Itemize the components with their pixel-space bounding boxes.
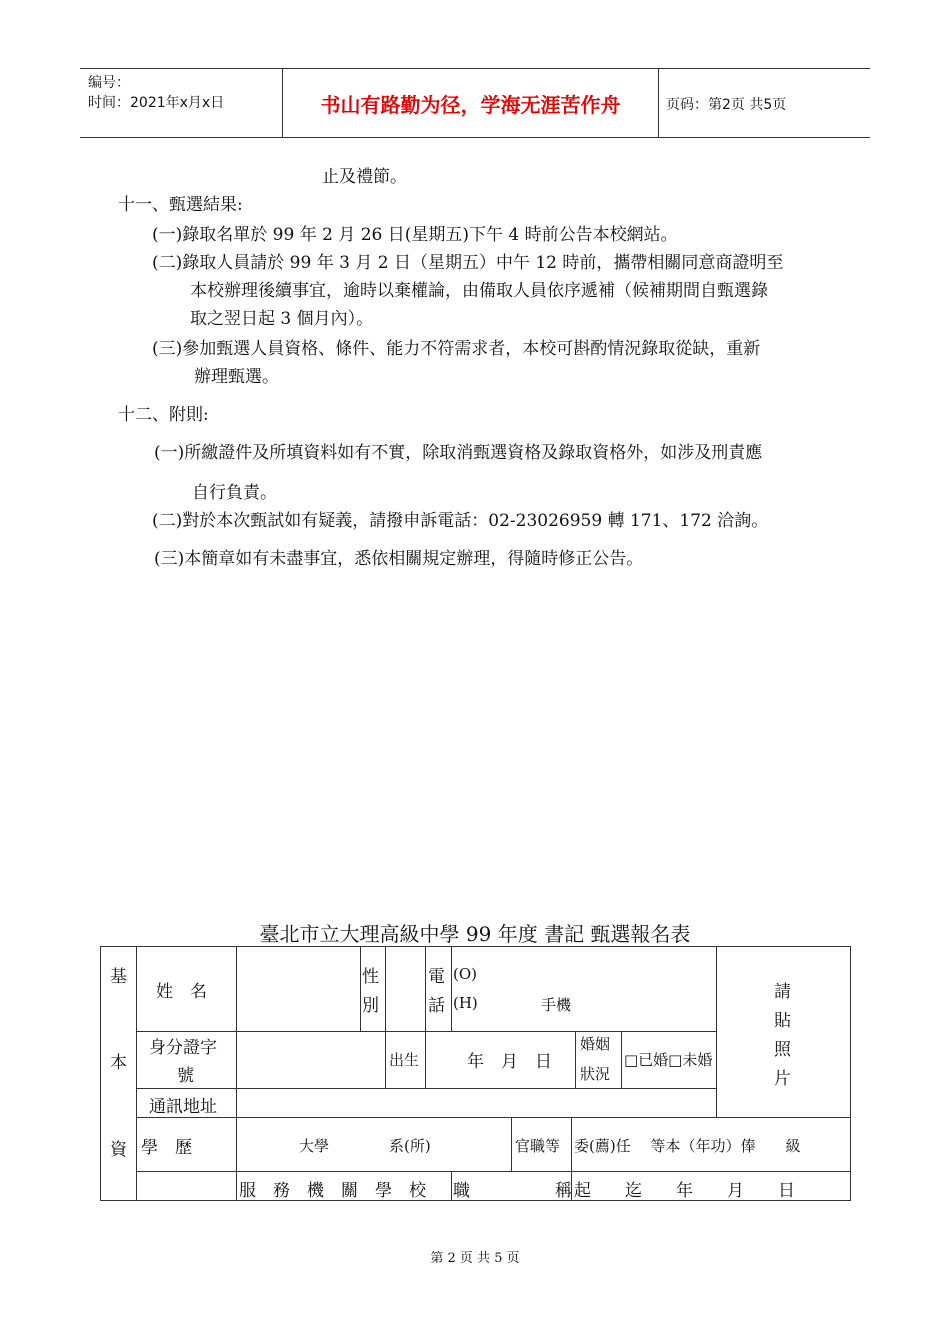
header-meta: [88, 73, 224, 113]
section-11-item-3: (三)參加甄選人員資格、條件、能力不符需求者，本校可斟酌情況錄取從缺，重新: [152, 339, 761, 359]
section-12-item-2: (二)對於本次甄試如有疑義，請撥申訴電話：02-23026959 轉 171、172 洽詢。: [152, 511, 769, 531]
id-number-label: 號: [177, 1066, 194, 1086]
form-line: [621, 1031, 622, 1088]
col-service-org: 服 務 機 關 學 校: [239, 1181, 426, 1201]
application-form: [100, 946, 851, 1201]
marital-label: 狀況: [580, 1065, 611, 1083]
form-line: [425, 947, 426, 1031]
phone-home: (H): [453, 994, 478, 1012]
photo-label: 照: [774, 1040, 791, 1060]
form-line: [236, 947, 237, 1200]
name-label: 姓 名: [156, 982, 207, 1002]
photo-label: 貼: [774, 1011, 791, 1031]
birth-label: 出生: [389, 1051, 420, 1069]
gender-label: 性: [362, 967, 379, 987]
col-job-title: 職 稱: [453, 1181, 572, 1201]
form-line: [571, 1117, 572, 1171]
form-line: [136, 1117, 850, 1118]
section-12-heading: 十二、附則:: [118, 405, 209, 425]
page-footer: 第 2 页 共 5 页: [430, 1251, 520, 1266]
header-page-number: 页码：第2页 共5页: [666, 97, 787, 113]
side-label: 資: [110, 1140, 127, 1160]
phone-mobile: 手機: [541, 996, 572, 1014]
section-11-item-2: (二)錄取人員請於 99 年 3 月 2 日（星期五）中午 12 時前，攜帶相關同意商證明至: [152, 253, 784, 273]
header-divider: [658, 69, 659, 137]
form-line: [425, 1031, 426, 1088]
phone-label: 話: [428, 996, 445, 1016]
section-11-heading: 十一、甄選結果:: [118, 195, 243, 215]
continued-line: 止及禮節。: [322, 167, 407, 187]
gender-label: 別: [362, 996, 379, 1016]
form-line: [136, 1088, 716, 1089]
side-label: 本: [110, 1053, 127, 1073]
section-11-item-1: (一)錄取名單於 99 年 2 月 26 日(星期五)下午 4 時前公告本校網站。: [152, 225, 678, 245]
phone-label: 電: [428, 967, 445, 987]
birth-date: 年 月 日: [467, 1052, 552, 1072]
form-line: [716, 947, 717, 1117]
form-line: [136, 947, 137, 1200]
section-11-item-2-cont: 取之翌日起 3 個月內）。: [190, 309, 374, 329]
form-line: [385, 947, 386, 1088]
document-number: 编号：: [88, 75, 130, 91]
marital-label: 婚姻: [580, 1035, 611, 1053]
section-12-item-3: (三)本簡章如有未盡事宜，悉依相關規定辦理，得隨時修正公告。: [154, 549, 644, 569]
section-12-item-1-cont: 自行負責。: [192, 483, 277, 503]
page-header: [80, 68, 870, 138]
education-value: 大學 系(所): [299, 1137, 431, 1155]
phone-office: (O): [453, 965, 478, 983]
address-label: 通訊地址: [149, 1097, 217, 1117]
form-line: [575, 1031, 576, 1088]
rank-value: 委(薦)任 等本（年功）俸 級: [574, 1137, 801, 1155]
form-line: [136, 1171, 850, 1172]
id-number-label: 身分證字: [149, 1038, 217, 1058]
document-time: 时间：2021年x月x日: [88, 95, 225, 111]
marital-options: □已婚□未婚: [624, 1051, 713, 1069]
form-line: [451, 1171, 452, 1200]
col-period: 起 迄 年 月 日: [574, 1181, 795, 1201]
header-motto: 书山有路勤为径，学海无涯苦作舟: [320, 93, 621, 117]
education-label: 學 歷: [141, 1138, 192, 1158]
rank-label: 官職等: [515, 1137, 561, 1155]
form-line: [511, 1117, 512, 1171]
section-12-item-1: (一)所繳證件及所填資料如有不實，除取消甄選資格及錄取資格外，如涉及刑責應: [154, 443, 763, 463]
form-line: [451, 947, 452, 1031]
section-11-item-2-cont: 本校辦理後續事宜，逾時以棄權論，由備取人員依序遞補（候補期間自甄選錄: [190, 281, 768, 301]
form-line: [360, 947, 361, 1031]
photo-label: 片: [774, 1069, 791, 1089]
side-label: 基: [110, 967, 127, 987]
form-line: [136, 1031, 716, 1032]
photo-label: 請: [774, 982, 791, 1002]
section-11-item-3-cont: 辦理甄選。: [194, 367, 279, 387]
form-title: 臺北市立大理高級中學 99 年度 書記 甄選報名表: [259, 922, 691, 946]
